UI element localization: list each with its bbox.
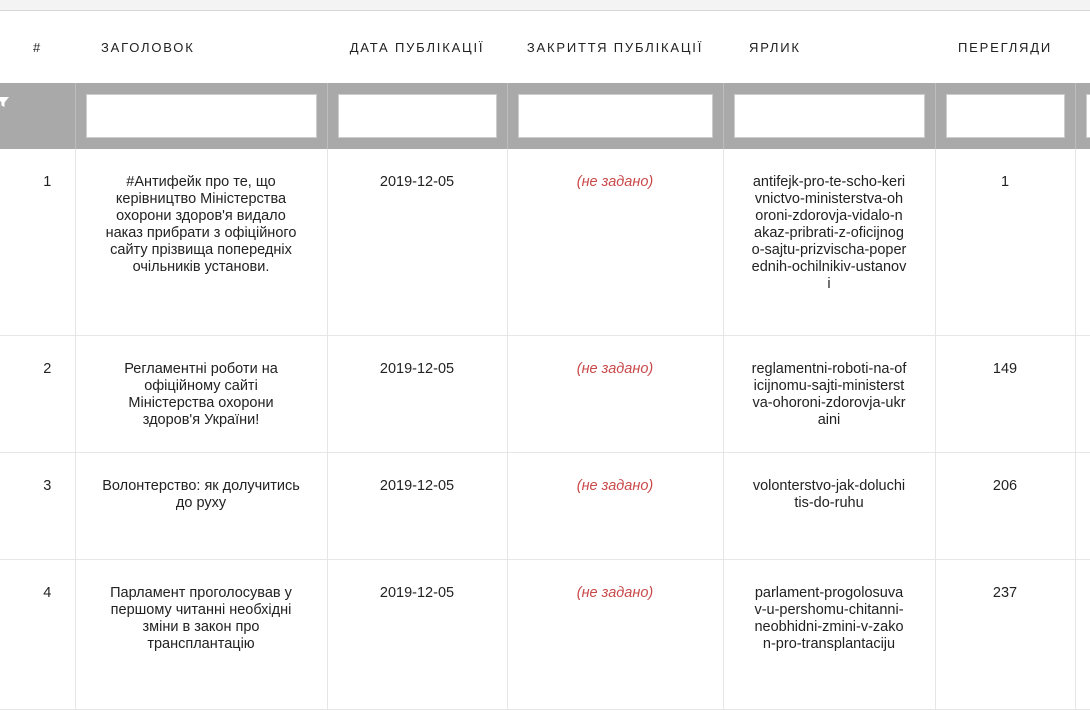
header-closed[interactable]: ЗАКРИТТЯ ПУБЛІКАЦІЇ bbox=[507, 11, 723, 83]
row-actions bbox=[1075, 335, 1090, 452]
row-views: 206 bbox=[935, 452, 1075, 559]
table-row[interactable] bbox=[0, 335, 1090, 452]
row-actions bbox=[1075, 452, 1090, 559]
header-slug[interactable]: ЯРЛИК bbox=[723, 11, 935, 83]
row-title[interactable]: Регламентні роботи на офіційному сайті Міністерства охорони здоров'я України! bbox=[75, 335, 327, 452]
table-row[interactable] bbox=[0, 452, 1090, 559]
header-views[interactable]: ПЕРЕГЛЯДИ bbox=[935, 11, 1075, 83]
row-published: 2019-12-05 bbox=[327, 335, 507, 452]
filter-icon[interactable] bbox=[0, 95, 10, 109]
filter-published-input[interactable] bbox=[338, 94, 497, 138]
table-row[interactable] bbox=[0, 149, 1090, 335]
table-header-row bbox=[0, 11, 1090, 83]
filter-views-input[interactable] bbox=[946, 94, 1065, 138]
filter-cell-published bbox=[327, 83, 507, 149]
header-title[interactable]: ЗАГОЛОВОК bbox=[75, 11, 327, 83]
filter-row bbox=[0, 83, 1090, 149]
filter-cell-views bbox=[935, 83, 1075, 149]
row-closed: (не задано) bbox=[507, 335, 723, 452]
row-title[interactable]: Волонтерство: як долучитись до руху bbox=[75, 452, 327, 559]
filter-cell-slug bbox=[723, 83, 935, 149]
row-actions bbox=[1075, 149, 1090, 335]
row-published: 2019-12-05 bbox=[327, 149, 507, 335]
row-slug: parlament-progolosuvav-u-pershomu-chitanni-neobhidni-zmini-v-zakon-pro-transplantaciju bbox=[723, 559, 935, 709]
row-num: 3 bbox=[0, 452, 75, 559]
table-row[interactable] bbox=[0, 559, 1090, 709]
row-closed: (не задано) bbox=[507, 559, 723, 709]
row-published: 2019-12-05 bbox=[327, 452, 507, 559]
filter-cell-title bbox=[75, 83, 327, 149]
row-views: 237 bbox=[935, 559, 1075, 709]
row-published: 2019-12-05 bbox=[327, 559, 507, 709]
news-table bbox=[0, 11, 1090, 710]
row-closed: (не задано) bbox=[507, 149, 723, 335]
row-views: 149 bbox=[935, 335, 1075, 452]
row-title[interactable]: Парламент проголосував у першому читанні необхідні зміни в закон про трансплантацію bbox=[75, 559, 327, 709]
header-actions bbox=[1075, 11, 1090, 83]
filter-cell-num bbox=[0, 83, 75, 149]
filter-title-input[interactable] bbox=[86, 94, 317, 138]
header-num[interactable]: # bbox=[0, 11, 75, 83]
row-closed: (не задано) bbox=[507, 452, 723, 559]
filter-actions-input[interactable] bbox=[1086, 94, 1090, 138]
row-slug: antifejk-pro-te-scho-kerivnictvo-ministerstva-ohoroni-zdorovja-vidalo-nakaz-pribrati-z-oficijnogo-sajtu-prizvischa-poperednih-ochilnikiv-ustanovi bbox=[723, 149, 935, 335]
row-slug: volonterstvo-jak-doluchitis-do-ruhu bbox=[723, 452, 935, 559]
filter-slug-input[interactable] bbox=[734, 94, 925, 138]
row-views: 1 bbox=[935, 149, 1075, 335]
filter-cell-closed bbox=[507, 83, 723, 149]
row-slug: reglamentni-roboti-na-oficijnomu-sajti-ministerstva-ohoroni-zdorovja-ukraini bbox=[723, 335, 935, 452]
filter-closed-input[interactable] bbox=[518, 94, 713, 138]
row-num: 4 bbox=[0, 559, 75, 709]
browser-top-bar bbox=[0, 0, 1090, 11]
filter-cell-actions bbox=[1075, 83, 1090, 149]
row-title[interactable]: #Антифейк про те, що керівництво Міністерства охорони здоров'я видало наказ прибрати з офіційного сайту прізвища попередніх очільників установи. bbox=[75, 149, 327, 335]
row-num: 1 bbox=[0, 149, 75, 335]
row-num: 2 bbox=[0, 335, 75, 452]
header-published[interactable]: ДАТА ПУБЛІКАЦІЇ bbox=[327, 11, 507, 83]
row-actions bbox=[1075, 559, 1090, 709]
